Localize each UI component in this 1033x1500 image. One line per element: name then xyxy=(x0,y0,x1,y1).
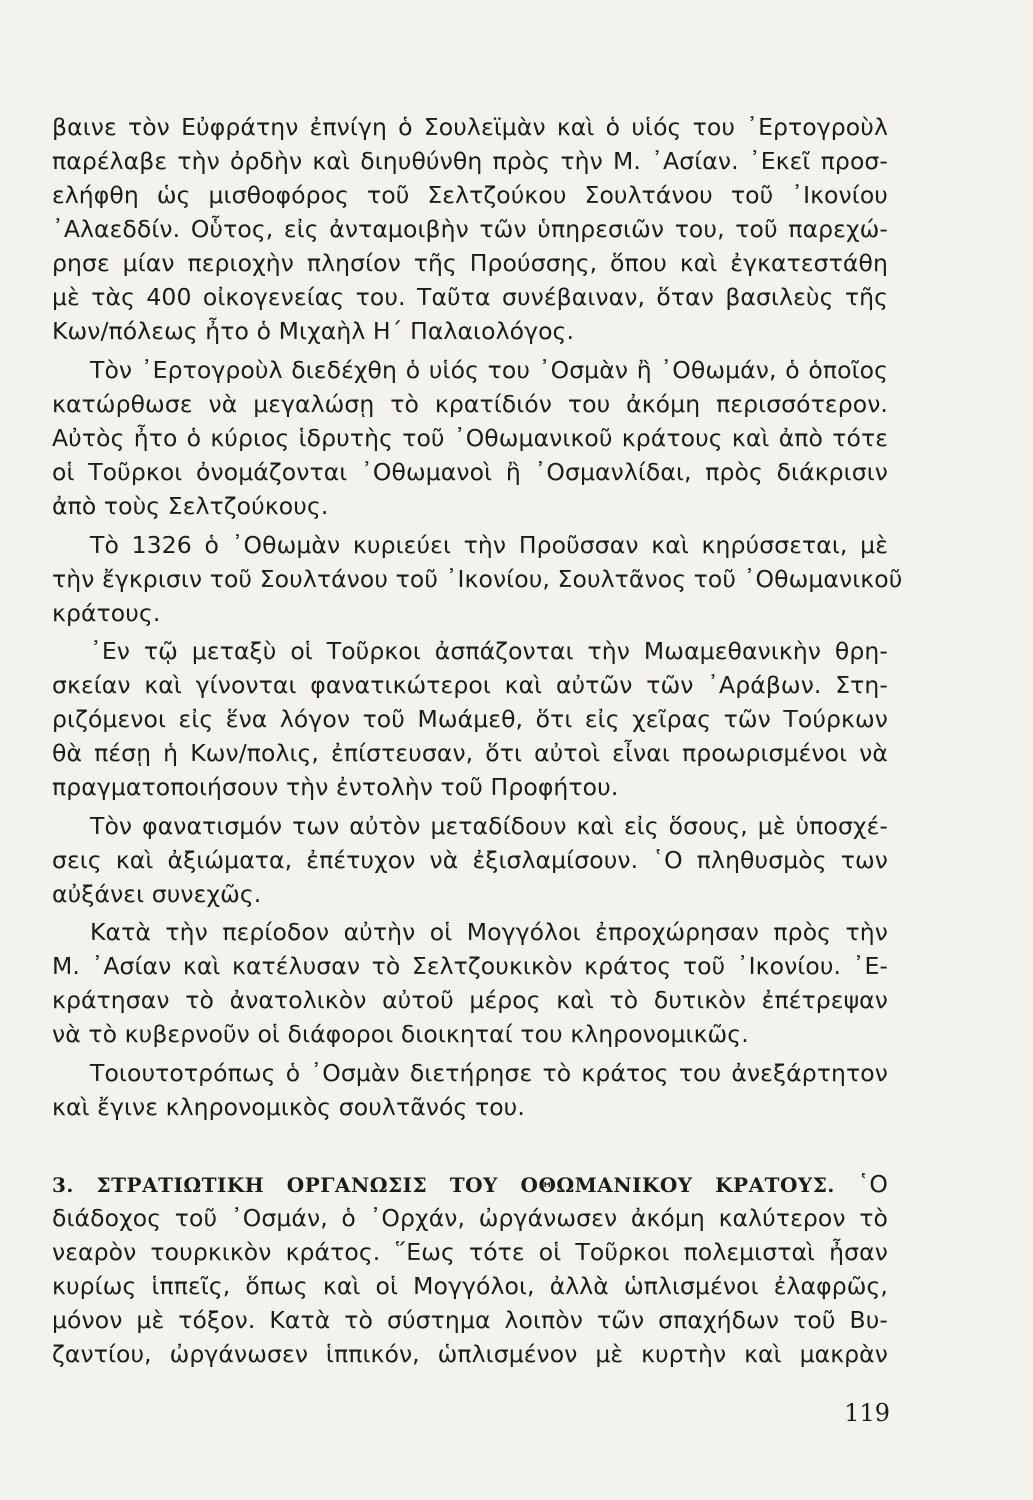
text-line: διάδοχος τοῦ ᾽Οσμάν, ὁ ᾽Ορχάν, ὠργάνωσεν ἀκόμη καλύτερον τὸ xyxy=(52,1204,888,1232)
text-line: ᾽Εν τῷ μεταξὺ οἱ Τοῦρκοι ἀσπάζονται τὴν Μωαμεθανικὴν θρη- xyxy=(90,637,888,665)
text-line: ζαντίου, ὠργάνωσεν ἱππικόν, ὡπλισμένον μὲ κυρτὴν καὶ μακρὰν xyxy=(52,1340,888,1368)
text-line: νὰ τὸ κυβερνοῦν οἱ διάφοροι διοικηταί του κληρονομικῶς. xyxy=(52,1020,749,1048)
text-line: κράτους. xyxy=(52,599,161,627)
text-line: Κατὰ τὴν περίοδον αὐτὴν οἱ Μογγόλοι ἐπροχώρησαν πρὸς τὴν xyxy=(90,918,888,946)
text-line: κατώρθωσε νὰ μεγαλώσῃ τὸ κρατίδιόν του ἀκόμη περισσότερον. xyxy=(52,390,888,418)
text-line: κράτησαν τὸ ἀνατολικὸν αὐτοῦ μέρος καὶ τὸ δυτικὸν ἐπέτρεψαν xyxy=(52,986,888,1014)
text-line: ρησε μίαν περιοχὴν πλησίον τῆς Προύσσης, ὅπου καὶ ἐγκατεστάθη xyxy=(52,249,888,277)
text-line: νεαρὸν τουρκικὸν κράτος. ῞Εως τότε οἱ Τοῦρκοι πολεμισταὶ ἦσαν xyxy=(52,1238,888,1266)
text-line: Τοιουτοτρόπως ὁ ᾽Οσμὰν διετήρησε τὸ κράτος του ἀνεξάρτητον xyxy=(90,1059,888,1087)
text-line: σκείαν καὶ γίνονται φανατικώτεροι καὶ αὐτῶν τῶν ᾽Αράβων. Στη- xyxy=(52,671,888,699)
text-line: καὶ ἔγινε κληρονομικὸς σουλτᾶνός του. xyxy=(52,1093,525,1121)
text-line: ᾽Αλαεδδίν. Οὗτος, εἰς ἀνταμοιβὴν τῶν ὑπηρεσιῶν του, τοῦ παρεχώ- xyxy=(52,215,888,243)
text-line: πραγματοποιήσουν τὴν ἐντολὴν τοῦ Προφήτου. xyxy=(52,773,619,801)
text-line: Μ. ᾽Ασίαν καὶ κατέλυσαν τὸ Σελτζουκικὸν κράτος τοῦ ᾽Ικονίου. ᾽Ε- xyxy=(52,952,888,980)
text-line: Αὐτὸς ἦτο ὁ κύριος ἱδρυτὴς τοῦ ᾽Οθωμανικοῦ κράτους καὶ ἀπὸ τότε xyxy=(52,424,888,452)
text-line: κυρίως ἱππεῖς, ὅπως καὶ οἱ Μογγόλοι, ἀλλὰ ὡπλισμένοι ἐλαφρῶς, xyxy=(52,1272,888,1300)
page-number: 119 xyxy=(844,1399,890,1427)
text-line: ελήφθη ὡς μισθοφόρος τοῦ Σελτζούκου Σουλτάνου τοῦ ᾽Ικονίου xyxy=(52,181,888,209)
text-line: Τὸν φανατισμόν των αὐτὸν μεταδίδουν καὶ εἰς ὅσους, μὲ ὑποσχέ- xyxy=(90,812,888,840)
text-line: ριζόμενοι εἰς ἕνα λόγον τοῦ Μωάμεθ, ὅτι εἰς χεῖρας τῶν Τούρκων xyxy=(52,705,888,733)
text-line: θὰ πέσῃ ἡ Κων/πολις, ἐπίστευσαν, ὅτι αὐτοὶ εἶναι προωρισμένοι νὰ xyxy=(52,739,888,767)
section-heading: 3. ΣΤΡΑΤΙΩΤΙΚΗ ΟΡΓΑΝΩΣΙΣ ΤΟΥ ΟΘΩΜΑΝΙΚΟΥ ΚΡΑΤΟΥΣ. xyxy=(52,1173,835,1197)
text-line: τὴν ἔγκρισιν τοῦ Σουλτάνου τοῦ ᾽Ικονίου, Σουλτᾶνος τοῦ ᾽Οθωμανικοῦ xyxy=(52,565,903,593)
section-heading-line xyxy=(52,1167,888,1202)
text-line: βαινε τὸν Εὐφράτην ἐπνίγη ὁ Σουλεϊμὰν καὶ ὁ υἱός του ᾽Ερτογροὺλ xyxy=(52,113,888,141)
section-heading-continuation: ῾Ο xyxy=(834,1170,888,1198)
text-line: αὐξάνει συνεχῶς. xyxy=(52,880,262,908)
text-line: Κων/πόλεως ἦτο ὁ Μιχαὴλ Η΄ Παλαιολόγος. xyxy=(52,317,575,345)
text-line: μὲ τὰς 400 οἰκογενείας του. Ταῦτα συνέβαιναν, ὅταν βασιλεὺς τῆς xyxy=(52,283,888,311)
text-line: μόνον μὲ τόξον. Κατὰ τὸ σύστημα λοιπὸν τῶν σπαχήδων τοῦ Βυ- xyxy=(52,1306,888,1334)
text-line: οἱ Τοῦρκοι ὀνομάζονται ᾽Οθωμανοὶ ἢ ᾽Οσμανλίδαι, πρὸς διάκρισιν xyxy=(52,458,888,486)
text-line: ἀπὸ τοὺς Σελτζούκους. xyxy=(52,492,329,520)
text-line: παρέλαβε τὴν ὀρδὴν καὶ διηυθύνθη πρὸς τὴν Μ. ᾽Ασίαν. ᾽Εκεῖ προσ- xyxy=(52,147,888,175)
text-line: Τὸ 1326 ὁ ᾽Οθωμὰν κυριεύει τὴν Προῦσσαν καὶ κηρύσσεται, μὲ xyxy=(90,531,888,559)
text-line: Τὸν ᾽Ερτογροὺλ διεδέχθη ὁ υἱός του ᾽Οσμὰν ἢ ᾽Οθωμάν, ὁ ὁποῖος xyxy=(90,356,888,384)
text-line: σεις καὶ ἀξιώματα, ἐπέτυχον νὰ ἐξισλαμίσουν. ῾Ο πληθυσμὸς των xyxy=(52,846,888,874)
